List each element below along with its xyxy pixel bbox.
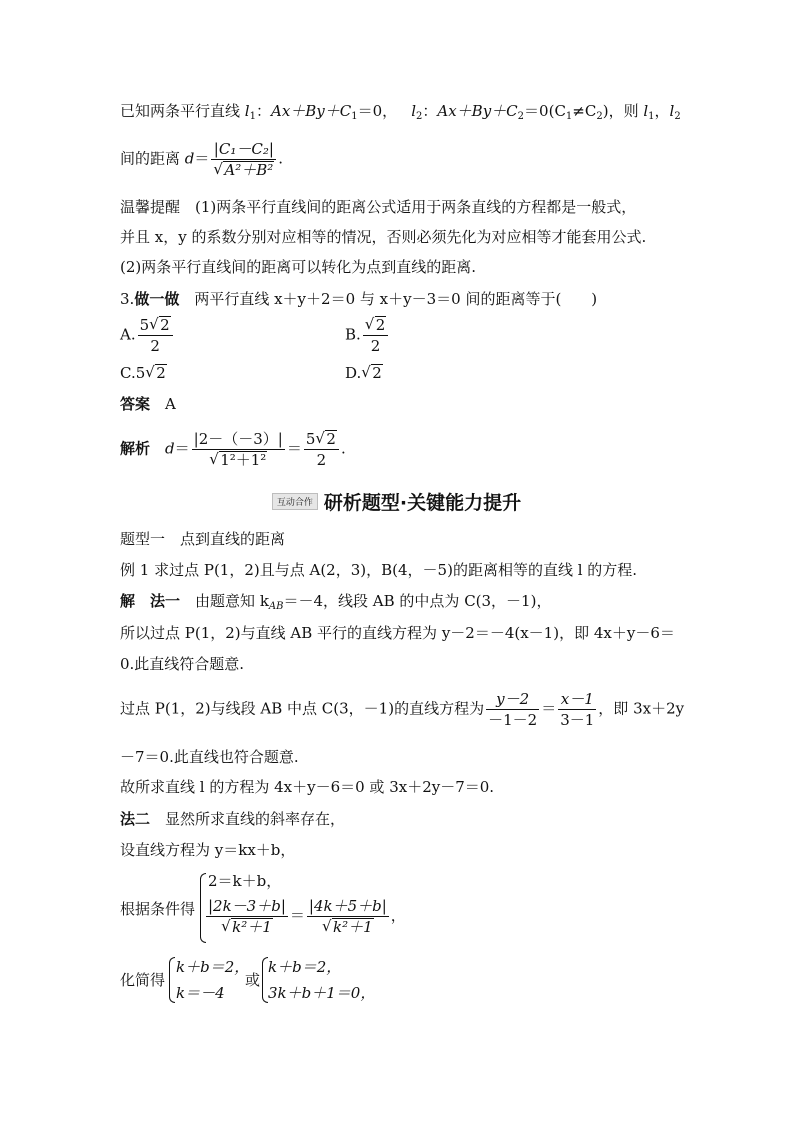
analysis-fraction-1: [192, 430, 285, 469]
text: |2－（－3）|: [193, 430, 283, 448]
section-title: 研析题型·关键能力提升: [323, 492, 522, 514]
text: |C₁－C₂|: [213, 140, 274, 158]
question-3: [120, 289, 597, 309]
case-2-equation-1: k＋b＝2，: [268, 958, 342, 976]
text: 1²＋1²: [220, 451, 267, 469]
section-badge: 互动合作: [272, 493, 318, 510]
text: D.: [345, 364, 362, 382]
parallel-lines-statement: 已知两条平行直线 $l_1$：$Ax+By+C_1=0$， $l_2$：$Ax+By+C_2=0(C_1\ne C_2)$，则 $l_1$，$l_2$: [120, 102, 681, 122]
distance-formula-fraction: [211, 140, 276, 179]
text: d: [184, 149, 195, 168]
text: 3.: [120, 290, 135, 308]
method-one-label: 法一: [150, 592, 181, 610]
text: 5: [139, 316, 150, 334]
text: ，: [390, 906, 406, 925]
text: 2: [138, 335, 173, 355]
text: 2: [375, 316, 386, 334]
text: l: [669, 102, 675, 120]
text: 由题意知 k: [180, 592, 269, 610]
text: A²＋B²: [224, 161, 274, 179]
text: 两平行直线 x＋y＋2＝0 与 x＋y－3＝0 间的距离等于( ): [179, 290, 598, 308]
section-heading: [0, 488, 793, 515]
text: 2: [372, 364, 382, 382]
text: 过点 P(1，2)与线段 AB 中点 C(3，－1)的直线方程为: [120, 699, 485, 718]
text: l: [643, 102, 649, 120]
text: 2: [160, 316, 170, 334]
answer-label: 答案: [120, 395, 151, 413]
text: 1: [249, 111, 256, 122]
text: 2: [416, 111, 423, 122]
solution-label: 解: [120, 592, 136, 610]
text: 2: [363, 335, 389, 355]
or-text: 或: [245, 971, 261, 989]
text: C.5: [120, 364, 146, 382]
text: x－1: [560, 690, 594, 708]
text: )，则: [602, 102, 644, 120]
type-one-heading: 题型一 点到直线的距离: [120, 530, 286, 548]
system-equation-1: 2＝k＋b，: [208, 872, 282, 890]
option-d: [345, 363, 383, 383]
option-c: [120, 363, 167, 383]
text: |2k－3＋b|: [208, 897, 286, 915]
text: .: [340, 439, 346, 458]
solution-line-5: －7＝0.此直线也符合题意.: [120, 748, 299, 766]
solution-line-4: [120, 690, 684, 729]
option-a: [120, 316, 175, 355]
option-b: [345, 316, 390, 355]
text: Ax＋By＋C: [437, 102, 518, 120]
simplify-label: 化简得: [120, 971, 166, 989]
text: ，: [654, 102, 670, 120]
solution-line-7: [120, 809, 345, 829]
text: A.: [120, 325, 136, 344]
condition-label: 根据条件得: [120, 900, 196, 918]
answer-value: A: [165, 395, 176, 413]
text: 2: [326, 430, 336, 448]
text: l: [411, 102, 416, 120]
solution-line-6: 故所求直线 l 的方程为 4x＋y－6＝0 或 3x＋2y－7＝0.: [120, 778, 495, 796]
text: 2: [304, 449, 339, 469]
text: B.: [345, 325, 361, 344]
text: 间的距离: [120, 149, 185, 168]
text: y－2: [496, 690, 530, 708]
method-two-label: 法二: [120, 810, 151, 828]
distance-formula-line: [120, 140, 283, 179]
solution-line-1: [120, 591, 551, 617]
text: ：: [255, 102, 271, 120]
text: ＝: [286, 439, 302, 458]
case-2-equation-2: 3k＋b＋1＝0，: [268, 984, 376, 1002]
text: ＝0(C: [524, 102, 566, 120]
text: Ax＋By＋C: [270, 102, 352, 120]
text: ＝: [174, 439, 190, 458]
text: 3－1: [560, 711, 595, 729]
text: .: [278, 149, 284, 168]
text: ≠C: [572, 102, 597, 120]
solution-line-8: 设直线方程为 y＝kx＋b，: [120, 841, 296, 859]
text: k²＋1: [232, 918, 272, 936]
text: |4k＋5＋b|: [308, 897, 387, 915]
tip-line-3: (2)两条平行直线间的距离可以转化为点到直线的距离.: [120, 258, 477, 276]
solution-line-3: 0.此直线符合题意.: [120, 655, 245, 673]
question-label: 做一做: [134, 290, 180, 308]
text: k²＋1: [333, 918, 373, 936]
text: ：: [422, 102, 438, 120]
text: ＝: [541, 699, 557, 718]
text: ＝－4，线段 AB 的中点为 C(3，－1)，: [283, 592, 552, 610]
text: －1－2: [488, 711, 538, 729]
text: ＝: [289, 906, 305, 925]
answer-line: [120, 394, 176, 414]
analysis-line: [120, 430, 346, 469]
text: 2: [156, 364, 166, 382]
text: 显然所求直线的斜率存在，: [150, 810, 346, 828]
system-equation-2: [204, 897, 406, 936]
text: d: [165, 439, 175, 458]
text: 已知两条平行直线: [120, 102, 245, 120]
tip-line-2: 并且 x，y 的系数分别对应相等的情况，否则必须先化为对应相等才能套用公式.: [120, 228, 647, 246]
example-1: 例 1 求过点 P(1，2)且与点 A(2，3)，B(4，－5)的距离相等的直线 l 的方程.: [120, 561, 638, 579]
text: 2: [674, 111, 681, 122]
left-brace: [169, 957, 175, 1003]
solution-line-2: 所以过点 P(1，2)与直线 AB 平行的直线方程为 y－2＝－4(x－1)，即 4x＋y－6＝: [120, 624, 675, 642]
text: AB: [268, 601, 284, 612]
text: ＝: [194, 149, 210, 168]
text: ，即 3x＋2y: [598, 699, 685, 718]
analysis-label: 解析: [120, 439, 151, 458]
tip-line-1: 温馨提醒 (1)两条平行直线间的距离公式适用于两条直线的方程都是一般式，: [120, 198, 637, 216]
case-1-equation-2: k＝－4: [176, 984, 225, 1002]
text: ＝0，: [357, 102, 398, 120]
analysis-fraction-2: [304, 430, 339, 469]
text: 5: [305, 430, 316, 448]
text: l: [244, 102, 250, 120]
case-1-equation-1: k＋b＝2，: [176, 958, 250, 976]
